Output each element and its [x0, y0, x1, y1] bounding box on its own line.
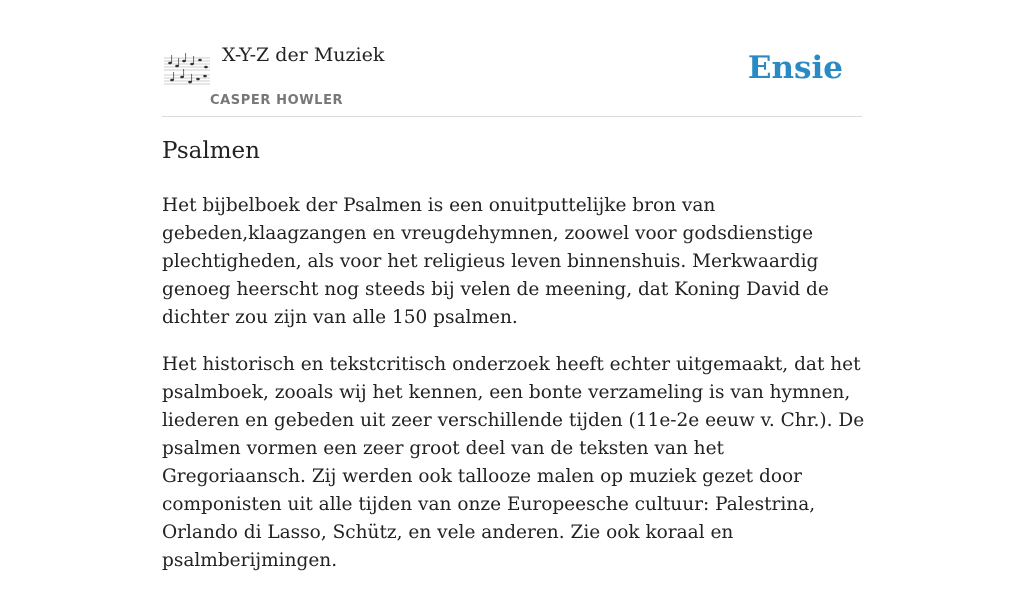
paragraph: Het bijbelboek der Psalmen is een onuitputtelijke bron van gebeden,klaagzangen en vreugdehymnen, zoowel voor godsdienstige plechtigheden, als voor het religieus leven binnenshuis. Merkwaardig genoeg heerscht nog steeds bij velen de meening, dat Koning David de dichter zou zijn van alle 150 psalmen. [162, 195, 829, 328]
header [162, 0, 862, 117]
entry-body [162, 192, 872, 594]
brand-logo[interactable]: Ensie [747, 50, 843, 86]
page [162, 0, 865, 571]
entry-title: Psalmen [162, 138, 260, 164]
paragraph: Het historisch en tekstcritisch onderzoek heeft echter uitgemaakt, dat het psalmboek, zooals wij het kennen, een bonte verzameling is van hymnen, liederen en gebeden uit zeer verschillende tijden (11e-2e eeuw v. Chr.). De psalmen vormen een zeer groot deel van de teksten van het Gregoriaansch. Zij werden ook tallooze malen op muziek gezet door componisten uit alle tijden van onze Europeesche cultuur: Palestrina, Orlando di Lasso, Schütz, en vele anderen. Zie ook koraal en psalmberijmingen. [162, 354, 865, 571]
sheet-music-icon[interactable] [162, 44, 212, 90]
author-name[interactable]: CASPER HOWLER [210, 93, 344, 108]
book-title[interactable]: X-Y-Z der Muziek [222, 44, 385, 66]
